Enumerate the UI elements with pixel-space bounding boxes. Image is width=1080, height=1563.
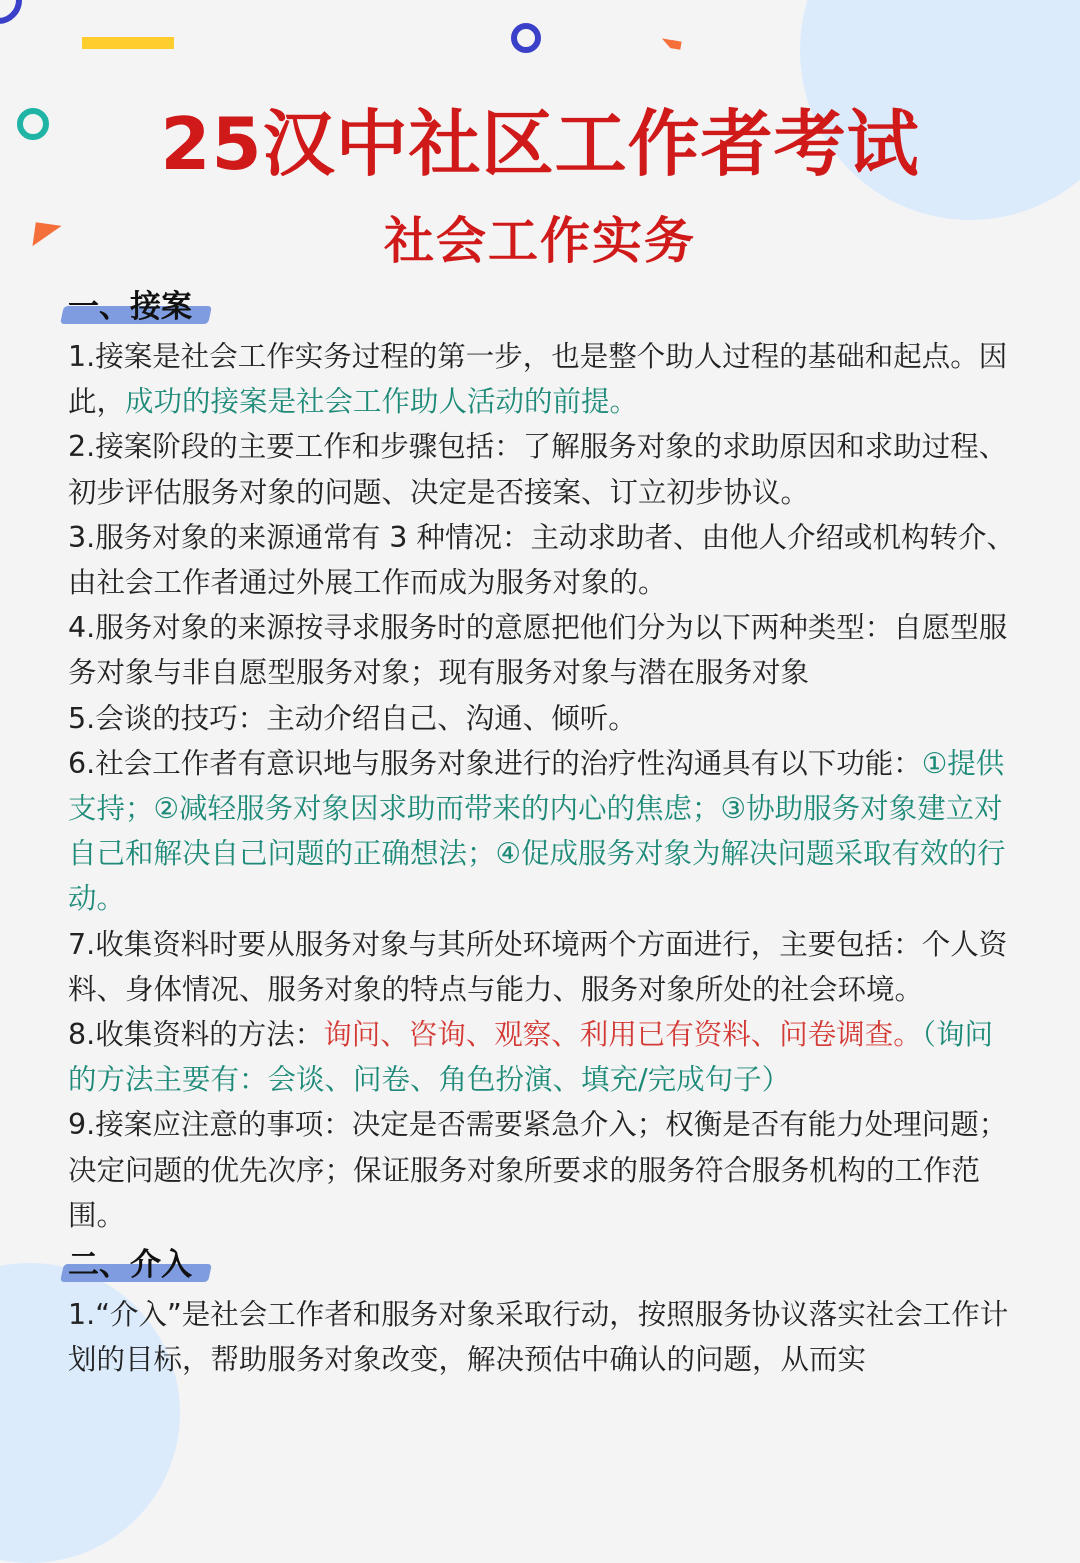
text: 5.会谈的技巧：主动介绍自己、沟通、倾听。 — [68, 701, 637, 735]
decor-ring-blue — [511, 23, 541, 53]
text: 6.社会工作者有意识地与服务对象进行的治疗性沟通具有以下功能： — [68, 746, 922, 780]
red-text: 询问、咨询、观察、利用已有资料、问卷调查。 — [323, 1018, 922, 1052]
paragraph-5 — [68, 696, 1018, 741]
decor-triangle-small — [660, 38, 681, 49]
paragraph-6 — [68, 741, 1018, 922]
paragraph-3 — [68, 515, 1018, 605]
paragraph-7 — [68, 922, 1018, 1012]
heading-text: 一、接案 — [68, 289, 192, 325]
page-subtitle: 社会工作实务 — [384, 212, 696, 270]
paragraph-9 — [68, 1102, 1018, 1238]
text: 3.服务对象的来源通常有 3 种情况：主动求助者、由他人介绍或机构转介、由社会工作者通过外展工作而成为服务对象的。 — [68, 520, 1015, 600]
green-text: 成功的接案是社会工作助人活动的前提。 — [125, 385, 639, 419]
text: 2.接案阶段的主要工作和步骤包括：了解服务对象的求助原因和求助过程、初步评估服务对象的问题、决定是否接案、订立初步协议。 — [68, 430, 1008, 509]
page-title: 25汉中社区工作者考试 — [160, 102, 920, 186]
section-heading-intervention — [68, 1240, 1018, 1290]
text: 9.接案应注意的事项：决定是否需要紧急介入；权衡是否有能力处理问题；决定问题的优先次序；保证服务对象所要求的服务符合服务机构的工作范围。 — [68, 1108, 1008, 1232]
text: 1.接案是社会工作实务过程的第一步，也是整个助人过程的基础和起点。因此， — [68, 340, 1008, 419]
paragraph-4 — [68, 605, 1018, 695]
decor-yellow-bar — [82, 37, 174, 49]
text: 4.服务对象的来源按寻求服务时的意愿把他们分为以下两种类型：自愿型服务对象与非自愿型服务对象；现有服务对象与潜在服务对象 — [68, 611, 1008, 690]
green-text: （询问的方法主要有：会谈、问卷、角色扮演、填充/完成句子） — [68, 1018, 993, 1097]
heading-text: 二、介入 — [68, 1247, 192, 1284]
paragraph-1 — [68, 334, 1018, 424]
content — [68, 282, 1018, 1382]
text: 7.收集资料时要从服务对象与其所处环境两个方面进行，主要包括：个人资料、身体情况、服务对象的特点与能力、服务对象所处的社会环境。 — [68, 927, 1008, 1006]
paragraph-8 — [68, 1012, 1018, 1102]
text: 8.收集资料的方法： — [68, 1018, 324, 1052]
paragraph-2 — [68, 424, 1018, 514]
paragraph-10 — [68, 1292, 1018, 1382]
section-heading-intake — [68, 282, 1018, 332]
text: 1.“介入”是社会工作者和服务对象采取行动，按照服务协议落实社会工作计划的目标，帮助服务对象改变，解决预估中确认的问题，从而实 — [68, 1298, 1009, 1377]
green-text: ①提供支持；②减轻服务对象因求助而带来的内心的焦虑；③协助服务对象建立对自己和解决自己问题的正确想法；④促成服务对象为解决问题采取有效的行动。 — [68, 746, 1006, 916]
decor-ring-top-left — [0, 0, 22, 24]
